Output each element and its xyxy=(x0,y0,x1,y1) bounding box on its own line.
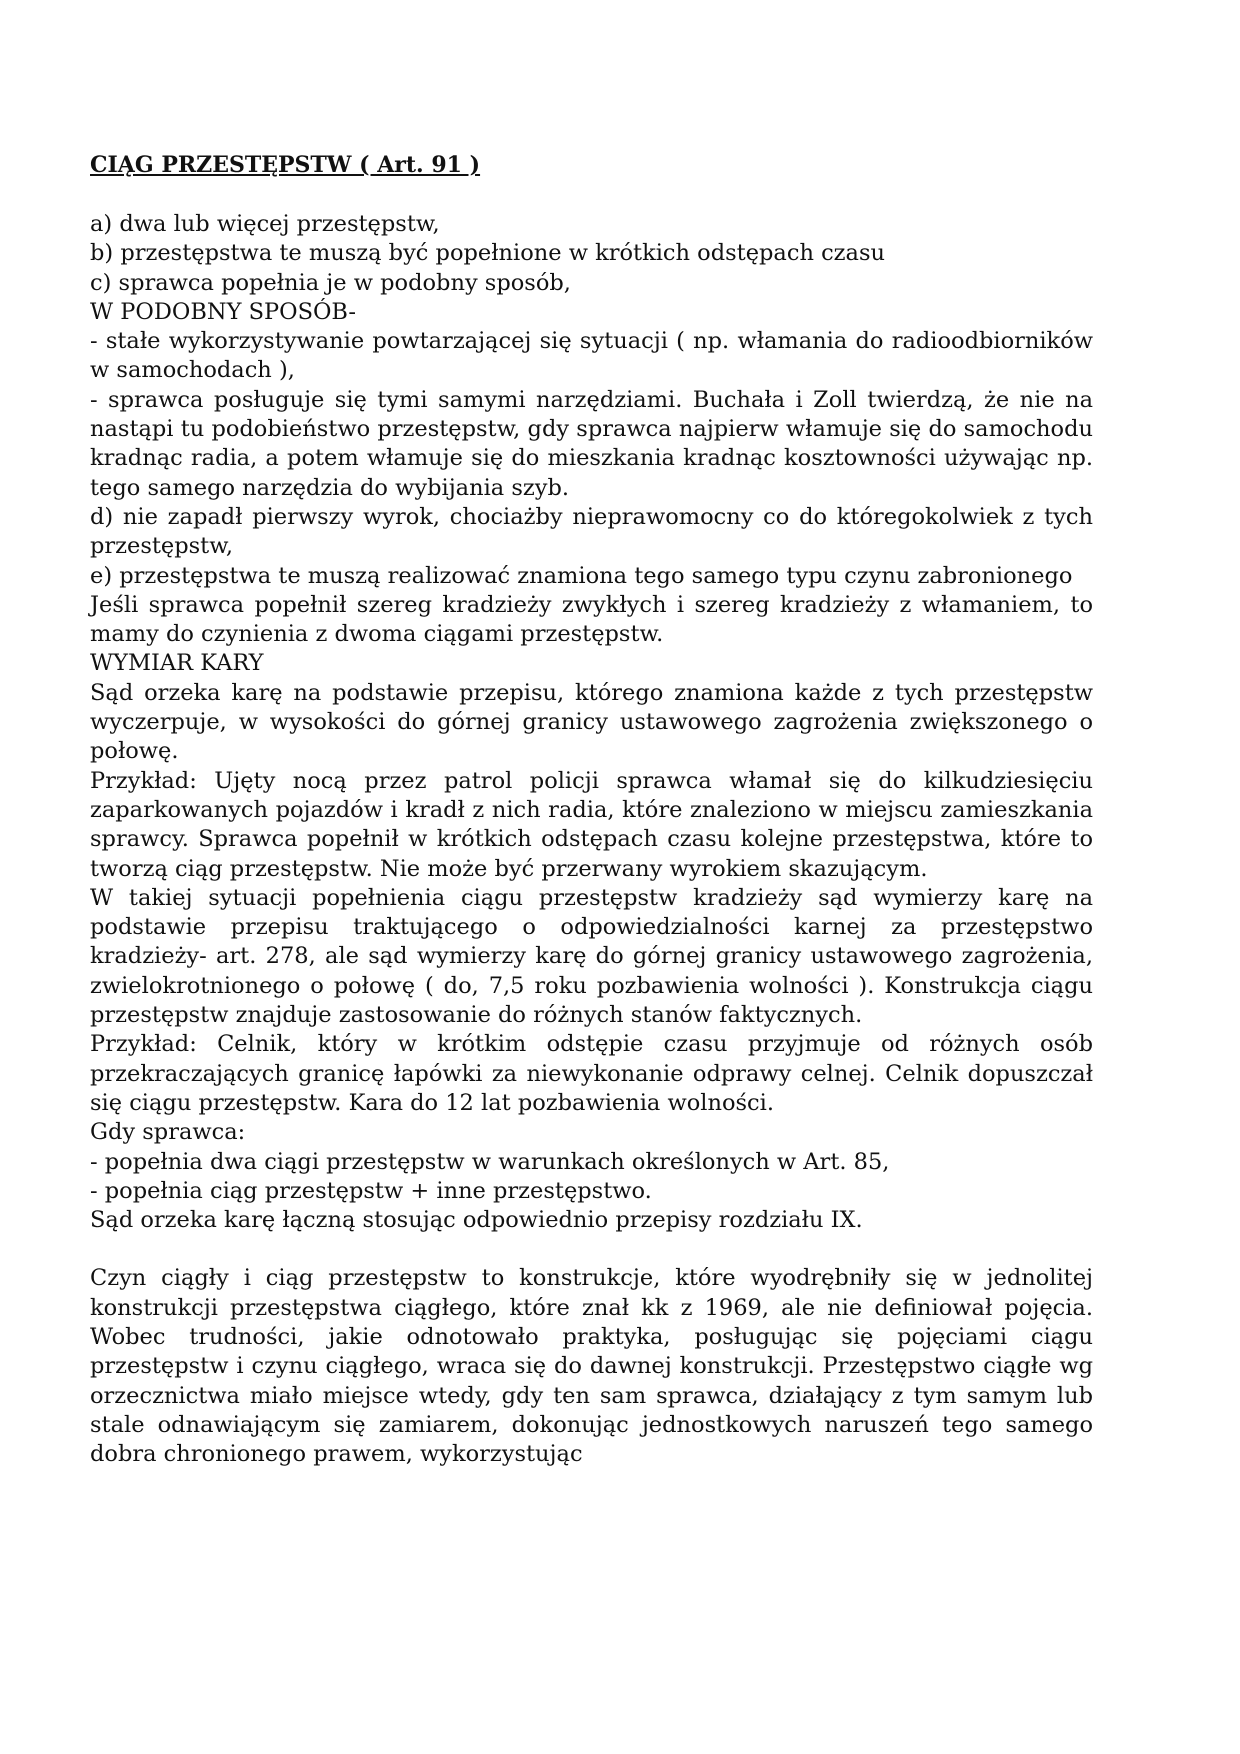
paragraph: Przykład: Celnik, który w krótkim odstępie czasu przyjmuje od różnych osób przekraczających granicę łapówki za niewykonanie odprawy celnej. Celnik dopuszczał się ciągu przestępstw. Kara do 12 lat pozbawienia wolności. xyxy=(90,1031,1093,1116)
document-page xyxy=(90,150,1093,1469)
paragraph: a) dwa lub więcej przestępstw, xyxy=(90,211,440,237)
paragraph: Sąd orzeka karę łączną stosując odpowiednio przepisy rozdziału IX. xyxy=(90,1207,863,1234)
paragraph: Sąd orzeka karę na podstawie przepisu, którego znamiona każde z tych przestępstw wyczerpuje, w wysokości do górnej granicy ustawowego zagrożenia zwiększonego o połowę. xyxy=(90,679,1093,765)
paragraph-spacer xyxy=(90,1235,1093,1264)
paragraph: Czyn ciągły i ciąg przestępstw to konstrukcje, które wyodrębniły się w jednolitej konstrukcji przestępstwa ciągłego, które znał kk z 1969, ale nie definiował pojęcia. Wobec trudności, jakie odnotowało praktyka, posługując się pojęciami ciągu przestępstw i czynu ciągłego, wraca się do dawnej konstrukcji. Przestępstwo ciągłe wg orzecznictwa miało miejsce wtedy, gdy ten sam sprawca, działający z tym samym lub stale odnawiającym się zamiarem, dokonując jednostkowych naruszeń tego samego dobra chronionego prawem, wykorzystując xyxy=(90,1265,1093,1468)
paragraph: e) przestępstwa te muszą realizować znamiona tego samego typu czynu zabronionego xyxy=(90,562,1073,589)
paragraph: Jeśli sprawca popełnił szereg kradzieży zwykłych i szereg kradzieży z włamaniem, to mamy do czynienia z dwoma ciągami przestępstw. xyxy=(90,591,1093,648)
paragraph: - stałe wykorzystywanie powtarzającej się sytuacji ( np. włamania do radioodbiorników w samochodach ), xyxy=(90,328,1093,384)
paragraph: W takiej sytuacji popełnienia ciągu przestępstw kradzieży sąd wymierzy karę na podstawie przepisu traktującego o odpowiedzialności karnej za przestępstwo kradzieży- art. 278, ale sąd wymierzy karę do górnej granicy ustawowego zagrożenia, zwielokrotnionego o połowę ( do, 7,5 roku pozbawienia wolności ). Konstrukcja ciągu przestępstw znajduje zastosowanie do różnych stanów faktycznych. xyxy=(90,884,1093,1029)
paragraph: Gdy sprawca: xyxy=(90,1119,246,1146)
document-body xyxy=(90,210,1093,1469)
document-title: CIĄG PRZESTĘPSTW ( Art. 91 ) xyxy=(90,152,481,178)
paragraph: b) przestępstwa te muszą być popełnione w krótkich odstępach czasu xyxy=(90,240,885,267)
paragraph: Przykład: Ujęty nocą przez patrol policji sprawca włamał się do kilkudziesięciu zaparkowanych pojazdów i kradł z nich radia, które znaleziono w miejscu zamieszkania sprawcy. Sprawca popełnił w krótkich odstępach czasu kolejne przestępstwa, które to tworzą ciąg przestępstw. Nie może być przerwany wyrokiem skazującym. xyxy=(90,767,1093,882)
section-heading: WYMIAR KARY xyxy=(90,650,264,677)
paragraph: - popełnia ciąg przestępstw + inne przestępstwo. xyxy=(90,1177,652,1204)
section-heading: W PODOBNY SPOSÓB- xyxy=(90,298,356,325)
paragraph: - sprawca posługuje się tymi samymi narzędziami. Buchała i Zoll twierdzą, że nie na nastąpi tu podobieństwo przestępstw, gdy sprawca najpierw włamuje się do samochodu kradnąc radia, a potem włamuje się do mieszkania kradnąc kosztowności używając np. tego samego narzędzia do wybijania szyb. xyxy=(90,386,1093,501)
paragraph: d) nie zapadł pierwszy wyrok, chociażby nieprawomocny co do któregokolwiek z tych przestępstw, xyxy=(90,503,1093,560)
paragraph: - popełnia dwa ciągi przestępstw w warunkach określonych w Art. 85, xyxy=(90,1148,890,1175)
paragraph: c) sprawca popełnia je w podobny sposób, xyxy=(90,269,571,296)
